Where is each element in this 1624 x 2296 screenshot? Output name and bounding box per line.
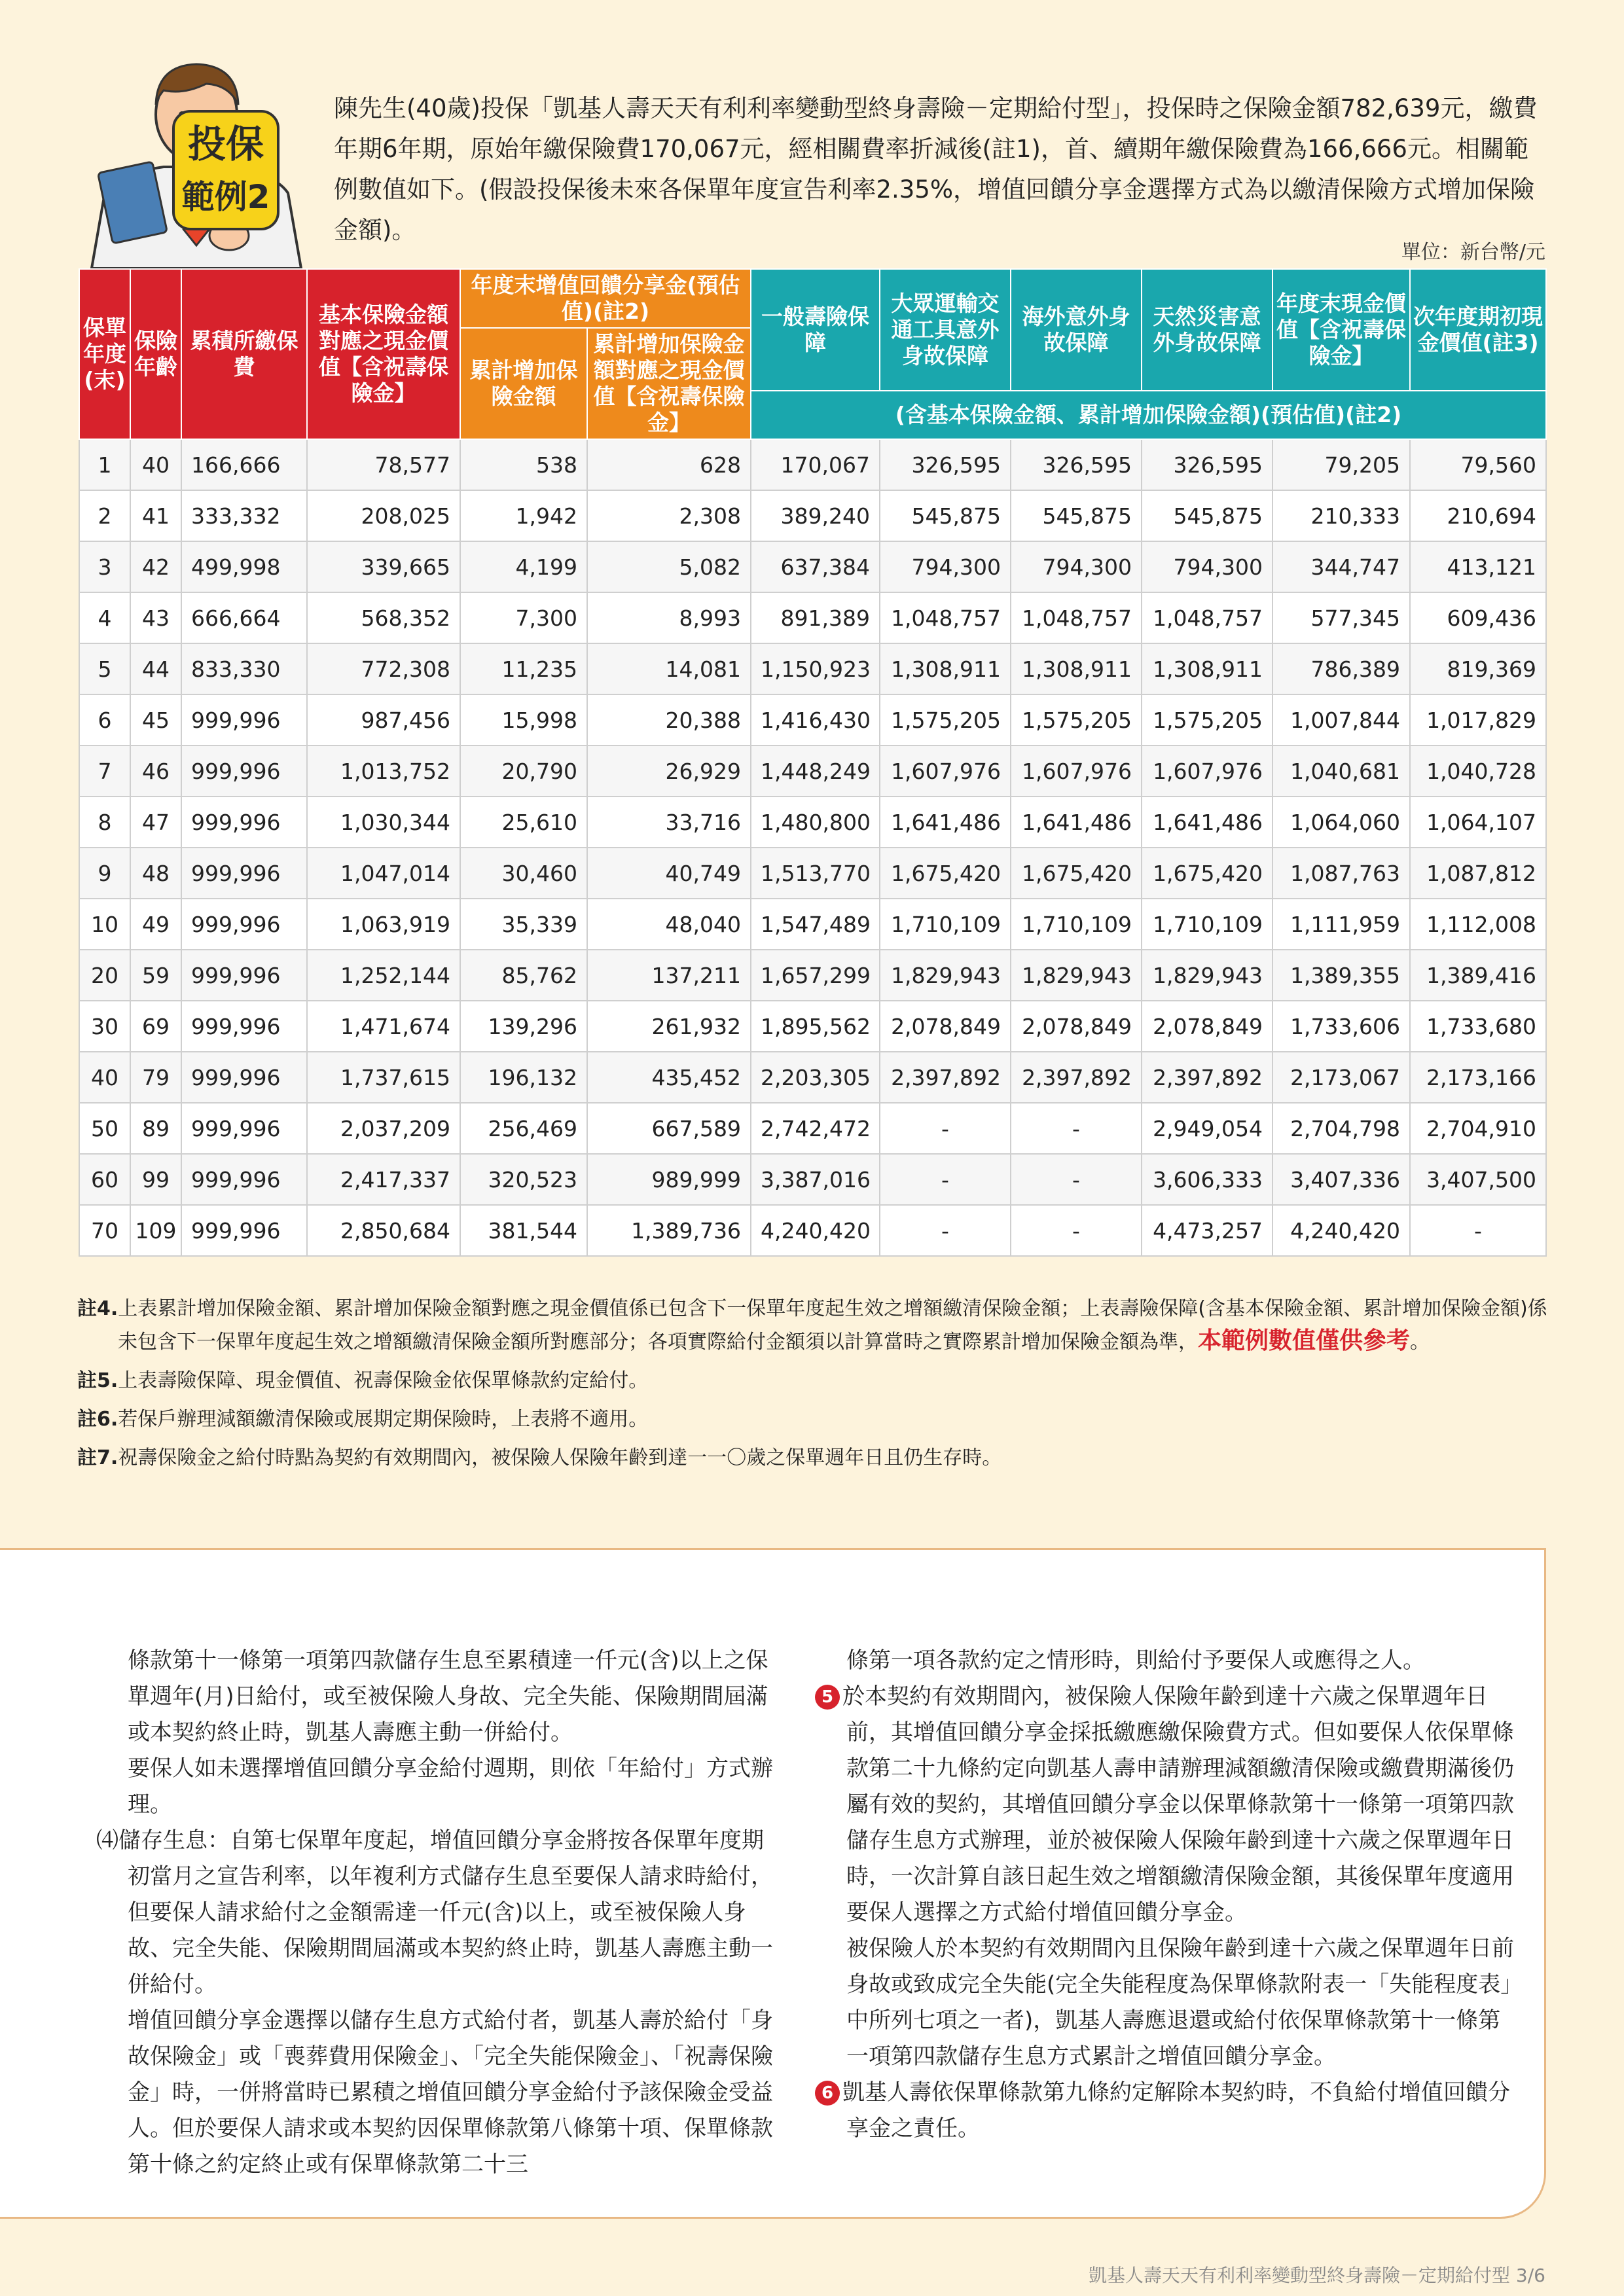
notes-section xyxy=(77,1293,1550,1480)
table-cell: 33,716 xyxy=(587,797,751,848)
table-row xyxy=(79,950,1546,1001)
table-cell: 208,025 xyxy=(307,490,460,541)
table-cell: 1,087,763 xyxy=(1272,848,1410,899)
table-cell: 256,469 xyxy=(460,1103,587,1154)
table-cell: 381,544 xyxy=(460,1205,587,1256)
clause-right-p3: 被保險人於本契約有效期間內且保險年齡到達十六歲之保單週年日前身故或致成完全失能(完全失能程度為保單條款附表一「失能程度表」中所列七項之一者)，凱基人壽應退還或給付依保單條款第十一條第一項第四款儲存生息方式累計之增值回饋分享金。 xyxy=(846,1935,1514,2070)
table-cell: 89 xyxy=(130,1103,181,1154)
table-cell: 2,203,305 xyxy=(751,1052,880,1103)
table-cell: 1,308,911 xyxy=(1011,643,1142,694)
header-overseas-accident: 海外意外身故保障 xyxy=(1011,269,1142,391)
table-cell: 1,675,420 xyxy=(1142,848,1272,899)
table-row xyxy=(79,1052,1546,1103)
table-cell: 2 xyxy=(79,490,130,541)
table-cell: 3,387,016 xyxy=(751,1154,880,1205)
table-cell: 1,829,943 xyxy=(1142,950,1272,1001)
clause-right-item6: 6 凱基人壽依保單條款第九條約定解除本契約時，不負給付增值回饋分享金之責任。 xyxy=(815,2075,1522,2147)
header-mass-transit: 大眾運輸交通工具意外身故保障 xyxy=(880,269,1011,391)
table-cell: 1,308,911 xyxy=(1142,643,1272,694)
table-cell: 79,205 xyxy=(1272,439,1410,490)
table-cell: 2,078,849 xyxy=(1142,1001,1272,1052)
table-cell: 999,996 xyxy=(181,797,307,848)
table-cell: 794,300 xyxy=(1011,541,1142,592)
table-cell: 538 xyxy=(460,439,587,490)
header-protection-note: (含基本保險金額、累計增加保險金額)(預估值)(註2) xyxy=(751,391,1546,439)
table-cell: 1,252,144 xyxy=(307,950,460,1001)
table-cell: 1,607,976 xyxy=(1142,745,1272,797)
note-7: 註7.祝壽保險金之給付時點為契約有效期間內，被保險人保險年齡到達一一〇歲之保單週年日且仍生存時。 xyxy=(77,1446,1002,1469)
table-cell: 891,389 xyxy=(751,592,880,643)
table-cell: 35,339 xyxy=(460,899,587,950)
table-cell: 568,352 xyxy=(307,592,460,643)
table-cell: - xyxy=(880,1205,1011,1256)
table-cell: 9 xyxy=(79,848,130,899)
table-cell: 1,308,911 xyxy=(880,643,1011,694)
table-cell: 70 xyxy=(79,1205,130,1256)
table-cell: 1,641,486 xyxy=(1142,797,1272,848)
policy-value-table xyxy=(79,268,1547,1257)
header-cum-premium: 累積所繳保費 xyxy=(181,269,307,439)
table-cell: 1,087,812 xyxy=(1410,848,1546,899)
table-cell: 2,417,337 xyxy=(307,1154,460,1205)
table-cell: 1,448,249 xyxy=(751,745,880,797)
table-cell: - xyxy=(1011,1103,1142,1154)
table-cell: 40 xyxy=(79,1052,130,1103)
table-row xyxy=(79,745,1546,797)
table-cell: 786,389 xyxy=(1272,643,1410,694)
table-cell: 1,607,976 xyxy=(880,745,1011,797)
clause-left-p4: 增值回饋分享金選擇以儲存生息方式給付者，凱基人壽於給付「身故保險金」或「喪葬費用保險金」、「完全失能保險金」、「祝壽保險金」時，一併將當時已累積之增值回饋分享金給付予該保險金受益人。但於要保人請求或本契約因保單條款第八條第十項、保單條款第十條之約定終止或有保單條款第二十三 xyxy=(128,2007,773,2178)
table-cell: 79,560 xyxy=(1410,439,1546,490)
table-cell: 1,733,606 xyxy=(1272,1001,1410,1052)
clause-left-p3: ⑷儲存生息：自第七保單年度起，增值回饋分享金將按各保單年度期初當月之宣告利率，以年複利方式儲存生息至要保人請求時給付，但要保人請求給付之金額需達一仟元(含)以上，或至被保險人身故、完全失能、保險期間屆滿或本契約終止時，凱基人壽應主動一併給付。 xyxy=(96,1827,773,1998)
table-cell: 4,199 xyxy=(460,541,587,592)
table-cell: 50 xyxy=(79,1103,130,1154)
table-cell: 2,397,892 xyxy=(880,1052,1011,1103)
table-cell: 1,575,205 xyxy=(1142,694,1272,745)
table-cell: 1,675,420 xyxy=(880,848,1011,899)
table-cell: 999,996 xyxy=(181,1103,307,1154)
clause-column-left xyxy=(96,1643,776,2183)
table-row xyxy=(79,1103,1546,1154)
note-6: 註6.若保戶辦理減額繳清保險或展期定期保險時，上表將不適用。 xyxy=(77,1408,649,1431)
header-year-end-cash-value: 年度末現金價值【含祝壽保險金】 xyxy=(1272,269,1410,391)
table-cell: 99 xyxy=(130,1154,181,1205)
table-cell: 1,829,943 xyxy=(1011,950,1142,1001)
table-cell: 999,996 xyxy=(181,899,307,950)
table-cell: 78,577 xyxy=(307,439,460,490)
table-cell: 1,064,060 xyxy=(1272,797,1410,848)
table-cell: 1,895,562 xyxy=(751,1001,880,1052)
table-cell: 1,416,430 xyxy=(751,694,880,745)
table-cell: 499,998 xyxy=(181,541,307,592)
table-cell: 1,064,107 xyxy=(1410,797,1546,848)
table-cell: 44 xyxy=(130,643,181,694)
table-cell: 1,048,757 xyxy=(1142,592,1272,643)
table-cell: 1,547,489 xyxy=(751,899,880,950)
table-cell: 1,675,420 xyxy=(1011,848,1142,899)
table-cell: 2,397,892 xyxy=(1011,1052,1142,1103)
table-cell: 166,666 xyxy=(181,439,307,490)
table-row xyxy=(79,439,1546,490)
table-row xyxy=(79,1001,1546,1052)
table-cell: 210,694 xyxy=(1410,490,1546,541)
table-cell: 326,595 xyxy=(1142,439,1272,490)
table-cell: 1,575,205 xyxy=(1011,694,1142,745)
table-cell: 2,397,892 xyxy=(1142,1052,1272,1103)
table-cell: 1,007,844 xyxy=(1272,694,1410,745)
table-cell: 339,665 xyxy=(307,541,460,592)
table-cell: 577,345 xyxy=(1272,592,1410,643)
table-cell: 4 xyxy=(79,592,130,643)
header-cum-added-amount: 累計增加保險金額 xyxy=(460,328,587,439)
table-cell: 1,389,416 xyxy=(1410,950,1546,1001)
header-natural-disaster: 天然災害意外身故保障 xyxy=(1142,269,1272,391)
table-cell: 1,607,976 xyxy=(1011,745,1142,797)
table-cell: 1,710,109 xyxy=(880,899,1011,950)
table-cell: 999,996 xyxy=(181,694,307,745)
table-cell: 60 xyxy=(79,1154,130,1205)
table-cell: 326,595 xyxy=(1011,439,1142,490)
table-cell: 333,332 xyxy=(181,490,307,541)
table-cell: 1,389,736 xyxy=(587,1205,751,1256)
table-cell: 1,389,355 xyxy=(1272,950,1410,1001)
table-cell: 1,513,770 xyxy=(751,848,880,899)
table-cell: 545,875 xyxy=(1142,490,1272,541)
table-cell: 48,040 xyxy=(587,899,751,950)
table-cell: 1,710,109 xyxy=(1142,899,1272,950)
table-cell: 545,875 xyxy=(1011,490,1142,541)
table-cell: 413,121 xyxy=(1410,541,1546,592)
header-policy-year: 保單年度(末) xyxy=(79,269,130,439)
table-cell: 2,173,166 xyxy=(1410,1052,1546,1103)
header-base-cash-value: 基本保險金額對應之現金價值【含祝壽保險金】 xyxy=(307,269,460,439)
table-cell: 3,407,336 xyxy=(1272,1154,1410,1205)
table-cell: 7,300 xyxy=(460,592,587,643)
table-row xyxy=(79,848,1546,899)
table-cell: 545,875 xyxy=(880,490,1011,541)
clause-left-p1: 條款第十一條第一項第四款儲存生息至累積達一仟元(含)以上之保單週年(月)日給付，或至被保險人身故、完全失能、保險期間屆滿或本契約終止時，凱基人壽應主動一併給付。 xyxy=(128,1647,768,1746)
table-cell: - xyxy=(880,1103,1011,1154)
svg-text:範例2: 範例2 xyxy=(181,178,270,216)
table-cell: 11,235 xyxy=(460,643,587,694)
table-cell: 1,575,205 xyxy=(880,694,1011,745)
table-cell: 20,388 xyxy=(587,694,751,745)
table-cell: 637,384 xyxy=(751,541,880,592)
example-description: 陳先生(40歲)投保「凱基人壽天天有利利率變動型終身壽險－定期給付型」，投保時之保險金額782,639元，繳費年期6年期，原始年繳保險費170,067元，經相關費率折減後(註1)，首、續期年繳保險費為166,666元。相關範例數值如下。(假設投保後未來各保單年度宣告利率2.35%，增值回饋分享金選擇方式為以繳清保險方式增加保險金額)。 xyxy=(334,94,1538,244)
table-cell: 79 xyxy=(130,1052,181,1103)
table-cell: 1,480,800 xyxy=(751,797,880,848)
table-cell: 10 xyxy=(79,899,130,950)
table-cell: 609,436 xyxy=(1410,592,1546,643)
table-cell: 49 xyxy=(130,899,181,950)
table-cell: 42 xyxy=(130,541,181,592)
table-cell: 999,996 xyxy=(181,1052,307,1103)
table-cell: 389,240 xyxy=(751,490,880,541)
table-row xyxy=(79,899,1546,950)
table-cell: 2,704,910 xyxy=(1410,1103,1546,1154)
table-cell: 1,047,014 xyxy=(307,848,460,899)
clause-column-right xyxy=(815,1643,1522,2147)
clause-right-p1: 條第一項各款約定之情形時，則給付予要保人或應得之人。 xyxy=(846,1647,1425,1674)
table-cell: 5,082 xyxy=(587,541,751,592)
table-cell: 667,589 xyxy=(587,1103,751,1154)
table-row xyxy=(79,1154,1546,1205)
table-cell: 794,300 xyxy=(1142,541,1272,592)
table-cell: 819,369 xyxy=(1410,643,1546,694)
table-cell: 25,610 xyxy=(460,797,587,848)
table-cell: 2,308 xyxy=(587,490,751,541)
table-cell: 137,211 xyxy=(587,950,751,1001)
number-6-icon: 6 xyxy=(815,2081,840,2106)
table-cell: 999,996 xyxy=(181,1001,307,1052)
table-cell: 139,296 xyxy=(460,1001,587,1052)
table-row xyxy=(79,592,1546,643)
table-cell: 2,078,849 xyxy=(1011,1001,1142,1052)
header-cum-added-cash-value: 累計增加保險金額對應之現金價值【含祝壽保險金】 xyxy=(587,328,751,439)
table-cell: 1,471,674 xyxy=(307,1001,460,1052)
table-cell: 989,999 xyxy=(587,1154,751,1205)
note-5: 註5.上表壽險保障、現金價值、祝壽保險金依保單條款約定給付。 xyxy=(77,1369,649,1392)
table-cell: 15,998 xyxy=(460,694,587,745)
table-cell: 999,996 xyxy=(181,1154,307,1205)
table-cell: 1,737,615 xyxy=(307,1052,460,1103)
table-cell: 5 xyxy=(79,643,130,694)
header-bonus-group: 年度末增值回饋分享金(預估值)(註2) xyxy=(460,269,751,328)
table-cell: 772,308 xyxy=(307,643,460,694)
table-row xyxy=(79,643,1546,694)
table-cell: - xyxy=(1410,1205,1546,1256)
table-cell: 2,949,054 xyxy=(1142,1103,1272,1154)
number-5-icon: 5 xyxy=(815,1685,840,1710)
header-age: 保險年齡 xyxy=(130,269,181,439)
page-footer: 凱基人壽天天有利利率變動型終身壽險－定期給付型 3/6 xyxy=(1089,2265,1545,2286)
table-cell: 999,996 xyxy=(181,745,307,797)
table-cell: 8,993 xyxy=(587,592,751,643)
table-cell: 1,150,923 xyxy=(751,643,880,694)
table-cell: 4,240,420 xyxy=(751,1205,880,1256)
table-cell: 1,048,757 xyxy=(880,592,1011,643)
header-general-death: 一般壽險保障 xyxy=(751,269,880,391)
table-cell: 2,850,684 xyxy=(307,1205,460,1256)
table-cell: 999,996 xyxy=(181,1205,307,1256)
table-cell: 1,048,757 xyxy=(1011,592,1142,643)
svg-text:投保: 投保 xyxy=(187,122,264,166)
table-cell: 326,595 xyxy=(880,439,1011,490)
clause-right-item5: 5 於本契約有效期間內，被保險人保險年齡到達十六歲之保單週年日前，其增值回饋分享金採抵繳應繳保險費方式。但如要保人依保單條款第二十九條約定向凱基人壽申請辦理減額繳清保險或繳費期滿後仍屬有效的契約，其增值回饋分享金以保單條款第十一條第一項第四款儲存生息方式辦理，並於被保險人保險年齡到達十六歲之保單週年日時，一次計算自該日起生效之增額繳清保險金額，其後保單年度適用要保人選擇之方式給付增值回饋分享金。 xyxy=(815,1679,1522,1931)
table-cell: 40 xyxy=(130,439,181,490)
table-cell: 1,040,728 xyxy=(1410,745,1546,797)
note-4-highlight: 本範例數值僅供參考 xyxy=(1198,1327,1411,1354)
table-cell: 344,747 xyxy=(1272,541,1410,592)
table-cell: 999,996 xyxy=(181,848,307,899)
table-cell: 1,111,959 xyxy=(1272,899,1410,950)
table-cell: 41 xyxy=(130,490,181,541)
table-cell: 20,790 xyxy=(460,745,587,797)
table-cell: 43 xyxy=(130,592,181,643)
table-row xyxy=(79,1205,1546,1256)
table-cell: 14,081 xyxy=(587,643,751,694)
table-row xyxy=(79,694,1546,745)
table-cell: - xyxy=(880,1154,1011,1205)
table-cell: 1,710,109 xyxy=(1011,899,1142,950)
table-cell: 26,929 xyxy=(587,745,751,797)
table-cell: 59 xyxy=(130,950,181,1001)
table-cell: 3,407,500 xyxy=(1410,1154,1546,1205)
table-cell: 320,523 xyxy=(460,1154,587,1205)
table-body xyxy=(79,439,1546,1256)
table-cell: 1,641,486 xyxy=(1011,797,1142,848)
clause-left-p2: 要保人如未選擇增值回饋分享金給付週期，則依「年給付」方式辦理。 xyxy=(128,1755,773,1818)
table-cell: 1,641,486 xyxy=(880,797,1011,848)
table-cell: 1,733,680 xyxy=(1410,1001,1546,1052)
table-cell: 794,300 xyxy=(880,541,1011,592)
note-4: 註4.上表累計增加保險金額、累計增加保險金額對應之現金價值係已包含下一保單年度起生效之增額繳清保險金額；上表壽險保障(含基本保險金額、累計增加保險金額)係未包含下一保單年度起生效之增額繳清保險金額所對應部分；各項實際給付金額須以計算當時之實際累計增加保險金額為準，本範例數值僅供參考。 xyxy=(77,1297,1547,1354)
table-row xyxy=(79,797,1546,848)
table-cell: 1,942 xyxy=(460,490,587,541)
table-cell: 1,112,008 xyxy=(1410,899,1546,950)
table-cell: 8 xyxy=(79,797,130,848)
table-cell: 85,762 xyxy=(460,950,587,1001)
table-cell: - xyxy=(1011,1154,1142,1205)
table-cell: 109 xyxy=(130,1205,181,1256)
table-cell: - xyxy=(1011,1205,1142,1256)
table-cell: 170,067 xyxy=(751,439,880,490)
table-cell: 666,664 xyxy=(181,592,307,643)
table-cell: 7 xyxy=(79,745,130,797)
table-cell: 2,173,067 xyxy=(1272,1052,1410,1103)
table-cell: 1,017,829 xyxy=(1410,694,1546,745)
table-cell: 1,063,919 xyxy=(307,899,460,950)
table-cell: 46 xyxy=(130,745,181,797)
currency-unit: 單位：新台幣/元 xyxy=(1401,241,1545,264)
table-cell: 833,330 xyxy=(181,643,307,694)
table-cell: 2,704,798 xyxy=(1272,1103,1410,1154)
table-cell: 196,132 xyxy=(460,1052,587,1103)
table-cell: 2,078,849 xyxy=(880,1001,1011,1052)
table-cell: 30,460 xyxy=(460,848,587,899)
table-cell: 1,030,344 xyxy=(307,797,460,848)
table-cell: 4,240,420 xyxy=(1272,1205,1410,1256)
table-cell: 6 xyxy=(79,694,130,745)
table-cell: 628 xyxy=(587,439,751,490)
presenter-illustration xyxy=(65,39,327,268)
table-cell: 1 xyxy=(79,439,130,490)
table-cell: 47 xyxy=(130,797,181,848)
table-cell: 999,996 xyxy=(181,950,307,1001)
table-cell: 20 xyxy=(79,950,130,1001)
table-cell: 210,333 xyxy=(1272,490,1410,541)
table-cell: 40,749 xyxy=(587,848,751,899)
table-cell: 435,452 xyxy=(587,1052,751,1103)
table-cell: 3,606,333 xyxy=(1142,1154,1272,1205)
table-cell: 1,829,943 xyxy=(880,950,1011,1001)
table-cell: 45 xyxy=(130,694,181,745)
header-next-year-cash-value: 次年度期初現金價值(註3) xyxy=(1410,269,1546,391)
table-cell: 261,932 xyxy=(587,1001,751,1052)
table-cell: 4,473,257 xyxy=(1142,1205,1272,1256)
table-row xyxy=(79,490,1546,541)
table-cell: 2,037,209 xyxy=(307,1103,460,1154)
table-row xyxy=(79,541,1546,592)
table-cell: 48 xyxy=(130,848,181,899)
table-cell: 2,742,472 xyxy=(751,1103,880,1154)
table-cell: 3 xyxy=(79,541,130,592)
table-cell: 1,657,299 xyxy=(751,950,880,1001)
table-cell: 1,040,681 xyxy=(1272,745,1410,797)
table-cell: 987,456 xyxy=(307,694,460,745)
table-cell: 1,013,752 xyxy=(307,745,460,797)
example-badge xyxy=(173,111,278,229)
table-cell: 30 xyxy=(79,1001,130,1052)
table-cell: 69 xyxy=(130,1001,181,1052)
